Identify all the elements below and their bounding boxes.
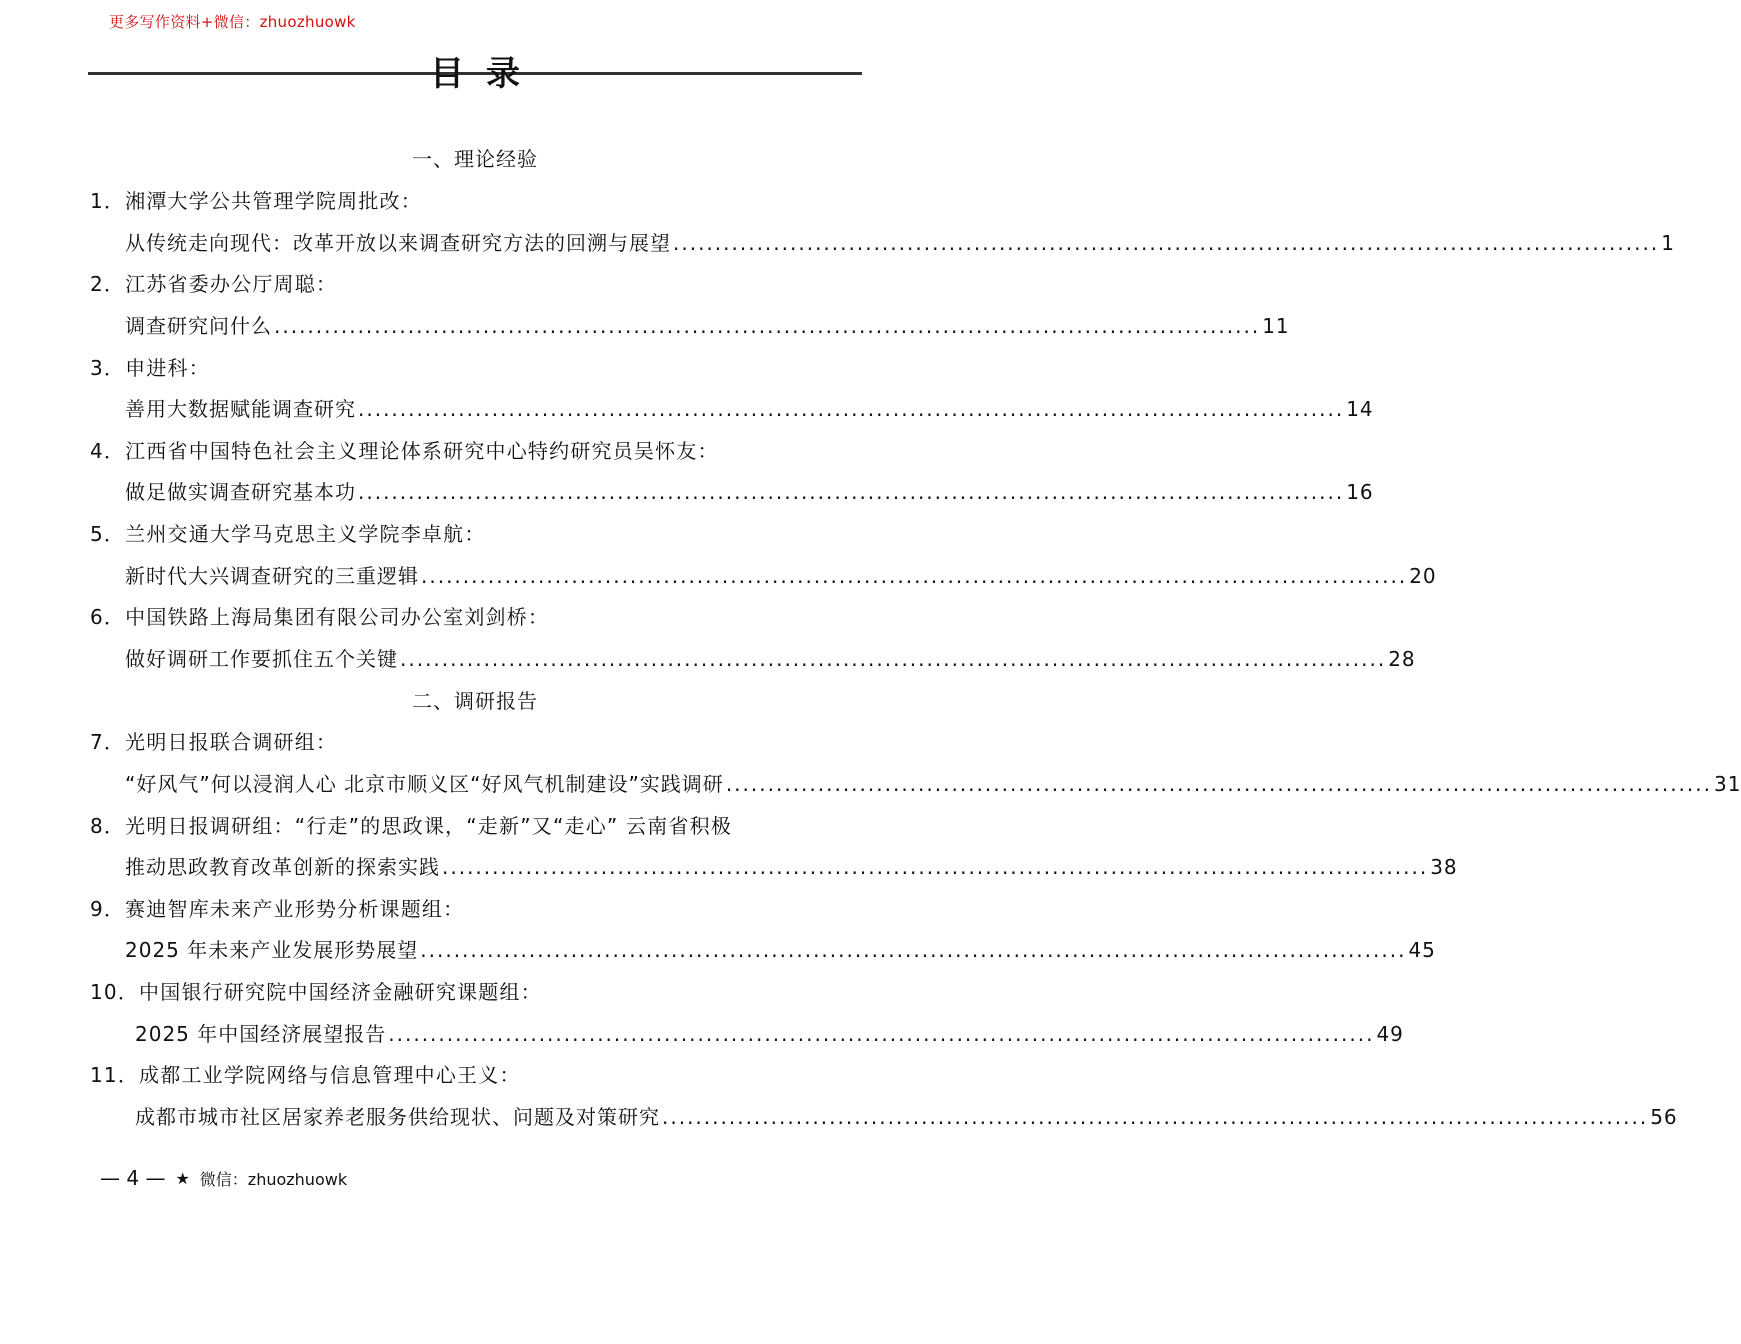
star-icon: ★ [175, 1168, 190, 1188]
toc-page-number: 16 [1346, 480, 1374, 504]
leader-dots: ...................................................................................................................... [420, 938, 1407, 962]
page-title: 目录 [430, 54, 542, 94]
toc-entry-title: 做足做实调查研究基本功 [125, 480, 356, 504]
leader-dots: ...................................................................................................................... [274, 314, 1261, 338]
toc-entry-11-line[interactable] [135, 1101, 1678, 1130]
toc-entry-6-line[interactable] [125, 643, 1416, 672]
footer-page-number: — 4 — [100, 1166, 166, 1190]
toc-entry-7-line[interactable] [125, 768, 1741, 797]
page-footer [100, 1166, 347, 1190]
section-heading-theory: 一、理论经验 [412, 147, 538, 171]
toc-entry-title: “好风气”何以浸润人心 北京市顺义区“好风气机制建设”实践调研 [125, 772, 724, 796]
toc-entry-title: 2025 年未来产业发展形势展望 [125, 938, 419, 962]
toc-entry-title: 成都市城市社区居家养老服务供给现状、问题及对策研究 [135, 1105, 660, 1129]
toc-page-number: 31 [1714, 772, 1741, 796]
toc-entry-11-head: 11．成都工业学院网络与信息管理中心王义： [90, 1063, 521, 1087]
toc-page-number: 49 [1376, 1022, 1404, 1046]
toc-entry-5-line[interactable] [125, 560, 1437, 589]
toc-entry-title: 推动思政教育改革创新的探索实践 [125, 855, 440, 879]
toc-entry-6-head: 6．中国铁路上海局集团有限公司办公室刘剑桥： [90, 605, 550, 629]
toc-entry-2-head: 2．江苏省委办公厅周聪： [90, 272, 338, 296]
toc-entry-4-line[interactable] [125, 476, 1374, 505]
toc-page-number: 14 [1346, 397, 1374, 421]
toc-entry-9-head: 9．赛迪智库未来产业形势分析课题组： [90, 897, 465, 921]
toc-page-number: 56 [1650, 1105, 1678, 1129]
leader-dots: ...................................................................................................................... [358, 397, 1345, 421]
toc-entry-title: 做好调研工作要抓住五个关键 [125, 647, 398, 671]
toc-entry-title: 调查研究问什么 [125, 314, 272, 338]
toc-entry-2-line[interactable] [125, 310, 1290, 339]
toc-entry-3-head: 3．申进科： [90, 356, 210, 380]
toc-page-number: 1 [1661, 231, 1675, 255]
leader-dots: ...................................................................................................................... [358, 480, 1345, 504]
footer-wechat: 微信：zhuozhuowk [199, 1169, 348, 1189]
toc-entry-title: 从传统走向现代：改革开放以来调查研究方法的回溯与展望 [125, 231, 671, 255]
toc-entry-8-head: 8．光明日报调研组：“行走”的思政课，“走新”又“走心” 云南省积极 [90, 814, 733, 838]
toc-page-number: 28 [1388, 647, 1416, 671]
toc-entry-title: 2025 年中国经济展望报告 [135, 1022, 387, 1046]
toc-page-number: 45 [1408, 938, 1436, 962]
toc-entry-8-line[interactable] [125, 851, 1458, 880]
toc-entry-10-line[interactable] [135, 1018, 1404, 1047]
leader-dots: ...................................................................................................................... [442, 855, 1429, 879]
toc-entry-7-head: 7．光明日报联合调研组： [90, 730, 338, 754]
toc-entry-9-line[interactable] [125, 934, 1436, 963]
toc-entry-title: 新时代大兴调查研究的三重逻辑 [125, 564, 419, 588]
watermark-text: 更多写作资料+微信：zhuozhuowk [109, 13, 356, 31]
toc-entry-10-head: 10．中国银行研究院中国经济金融研究课题组： [90, 980, 542, 1004]
toc-entry-1-line[interactable] [125, 227, 1675, 256]
toc-page-number: 20 [1409, 564, 1437, 588]
section-heading-reports: 二、调研报告 [412, 689, 538, 713]
leader-dots: ...................................................................................................................... [725, 772, 1712, 796]
leader-dots: ...................................................................................................................... [421, 564, 1408, 588]
toc-entry-title: 善用大数据赋能调查研究 [125, 397, 356, 421]
leader-dots: ...................................................................................................................... [400, 647, 1387, 671]
leader-dots: ...................................................................................................................... [673, 231, 1660, 255]
toc-entry-1-head: 1．湘潭大学公共管理学院周批改： [90, 189, 422, 213]
toc-entry-4-head: 4．江西省中国特色社会主义理论体系研究中心特约研究员吴怀友： [90, 439, 719, 463]
leader-dots: ...................................................................................................................... [388, 1022, 1375, 1046]
leader-dots: ...................................................................................................................... [662, 1105, 1649, 1129]
toc-entry-3-line[interactable] [125, 393, 1374, 422]
toc-page-number: 11 [1262, 314, 1290, 338]
toc-entry-5-head: 5．兰州交通大学马克思主义学院李卓航： [90, 522, 486, 546]
toc-page-number: 38 [1430, 855, 1458, 879]
